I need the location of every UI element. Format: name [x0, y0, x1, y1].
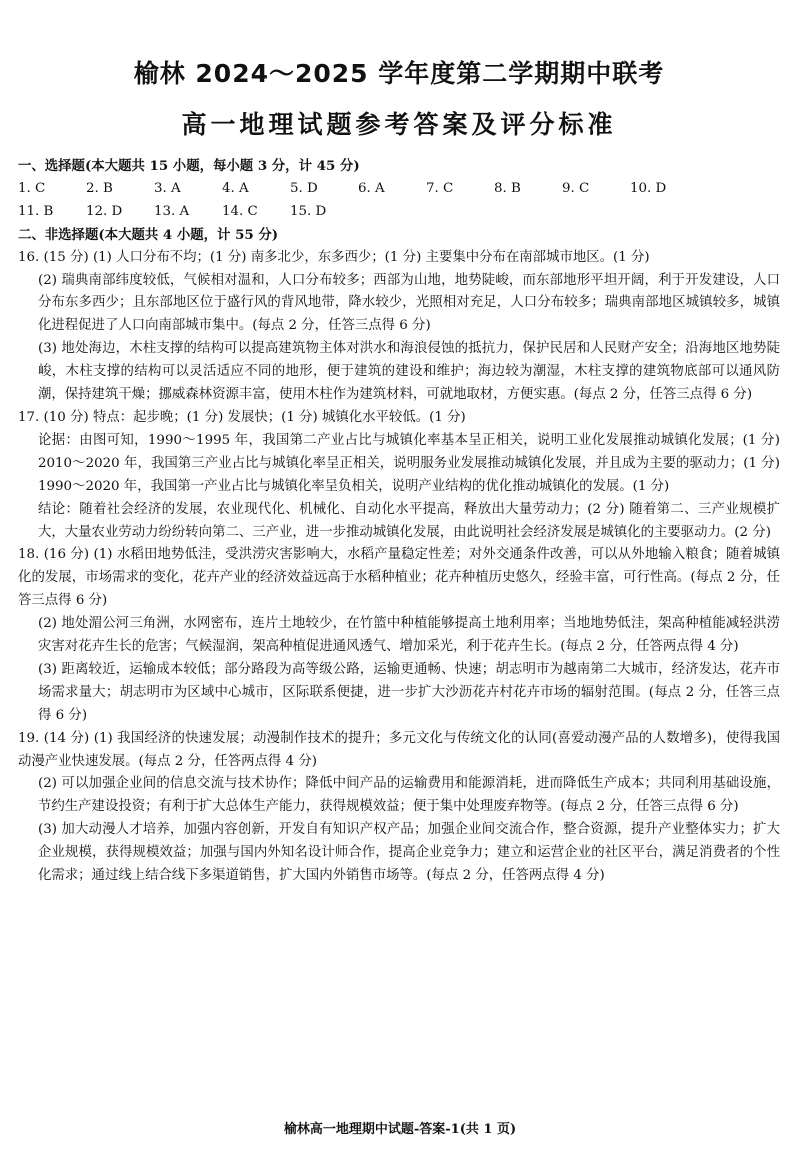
section1-heading: 一、选择题(本大题共 15 小题，每小题 3 分，计 45 分)	[18, 158, 360, 174]
q17-conclusion: 结论：随着社会经济的发展，农业现代化、机械化、自动化水平提高，释放出大量劳动力；(2 分) 随着第二、三产业规模扩大，大量农业劳动力纷纷转向第二、三产业，进一步推动城镇化发展，由此说明社会经济发展是城镇化的主要驱动力。(2 分)	[38, 501, 780, 540]
section2-heading: 二、非选择题(本大题共 4 小题，计 55 分)	[18, 226, 279, 243]
choice-answer: 12. D	[86, 203, 123, 219]
document-subtitle: 高一地理试题参考答案及评分标准	[181, 110, 617, 139]
choice-answer: 6. A	[358, 180, 385, 196]
choice-answer: 4. A	[222, 180, 249, 196]
q19-part2: (2) 可以加强企业间的信息交流与技术协作；降低中间产品的运输费用和能源消耗，进而降低生产成本；共同利用基础设施，节约生产建设投资；有利于扩大总体生产能力，获得规模效益；便于集中处理废弃物等。(每点 2 分，任答三点得 6 分)	[38, 776, 780, 815]
q17-evidence: 论据：由图可知，1990～1995 年，我国第二产业占比与城镇化率基本呈正相关，说明工业化发展推动城镇化发展；(1 分) 2010～2020 年，我国第三产业占比与城镇化率呈正相关，说明服务业发展推动城镇化发展，并且成为主要的驱动力；(1 分) 1990～2020 年，我国第一产业占比与城镇化率呈负相关，说明产业结构的优化推动城镇化的发展。(1 分)	[38, 432, 780, 494]
choice-answer: 9. C	[562, 180, 590, 196]
q19-part1: 19. (14 分) (1) 我国经济的快速发展；动漫制作技术的提升；多元文化与传统文化的认同(喜爱动漫产品的人数增多)，使得我国动漫产业快速发展。(每点 2 分，任答两点得 4 分)	[18, 730, 780, 769]
choice-answer: 7. C	[426, 180, 454, 196]
q19-part3: (3) 加大动漫人才培养，加强内容创新，开发自有知识产权产品；加强企业间交流合作，整合资源，提升产业整体实力；扩大企业规模，获得规模效益；加强与国内外知名设计师合作，提高企业竞争力；建立和运营企业的社区平台，满足消费者的个性化需求；通过线上结合线下多渠道销售，扩大国内外销售市场等。(每点 2 分，任答两点得 4 分)	[38, 822, 780, 884]
exam-title: 榆林 2024～2025 学年度第二学期期中联考	[133, 59, 665, 88]
choice-answer: 1. C	[18, 180, 46, 196]
choice-answer: 2. B	[86, 180, 113, 196]
q18-part1: 18. (16 分) (1) 水稻田地势低洼，受洪涝灾害影响大，水稻产量稳定性差；对外交通条件改善，可以从外地输入粮食；随着城镇化的发展，市场需求的变化，花卉产业的经济效益远高于水稻种植业；花卉种植历史悠久，经验丰富，可行性高。(每点 2 分，任答三点得 6 分)	[18, 547, 780, 609]
choice-answer: 5. D	[290, 180, 318, 196]
choice-answer: 14. C	[222, 203, 258, 219]
q18-part3: (3) 距离较近，运输成本较低；部分路段为高等级公路，运输更通畅、快速；胡志明市为越南第二大城市，经济发达，花卉市场需求量大；胡志明市为区域中心城市，区际联系便捷，进一步扩大沙沥花卉村花卉市场的辐射范围。(每点 2 分，任答三点得 6 分)	[38, 661, 780, 723]
choice-answer: 8. B	[494, 180, 521, 196]
q16-part1: 16. (15 分) (1) 人口分布不均；(1 分) 南多北少，东多西少；(1 分) 主要集中分布在南部城市地区。(1 分)	[18, 249, 650, 265]
q18-part2: (2) 地处湄公河三角洲，水网密布，连片土地较少，在竹篮中种植能够提高土地利用率；当地地势低洼，架高种植能减轻洪涝灾害对花卉生长的危害；气候湿润，架高种植促进通风透气、增加采光，利于花卉生长。(每点 2 分，任答两点得 4 分)	[38, 616, 780, 655]
page-footer: 榆林高一地理期中试题-答案-1(共 1 页)	[283, 1122, 517, 1137]
choice-answers-row-2	[18, 201, 780, 224]
choice-answer: 3. A	[154, 180, 181, 196]
choice-answers-row-1	[18, 178, 780, 201]
q17-part1: 17. (10 分) 特点：起步晚；(1 分) 发展快；(1 分) 城镇化水平较低。(1 分)	[18, 409, 466, 425]
choice-answer: 10. D	[630, 180, 667, 196]
q16-part2: (2) 瑞典南部纬度较低，气候相对温和，人口分布较多；西部为山地，地势陡峻，而东部地形平坦开阔，利于开发建设，人口分布东多西少；且东部地区位于盛行风的背风地带，降水较少，光照相对充足，人口分布较多；瑞典南部地区城镇较多，城镇化进程促进了人口向南部城市集中。(每点 2 分，任答三点得 6 分)	[38, 272, 780, 334]
choice-answer: 13. A	[154, 203, 190, 219]
answer-body	[18, 155, 780, 888]
choice-answer: 15. D	[290, 203, 327, 219]
q16-part3: (3) 地处海边，木柱支撑的结构可以提高建筑物主体对洪水和海浪侵蚀的抵抗力，保护民居和人民财产安全；沿海地区地势陡峻，木柱支撑的结构可以灵活适应不同的地形，便于建筑的建设和维护；海边较为潮湿，木柱支撑的建筑物底部可以通风防潮，保持建筑干燥；挪威森林资源丰富，使用木柱作为建筑材料，可就地取材，方便实惠。(每点 2 分，任答三点得 6 分)	[38, 341, 780, 403]
choice-answer: 11. B	[18, 203, 54, 219]
